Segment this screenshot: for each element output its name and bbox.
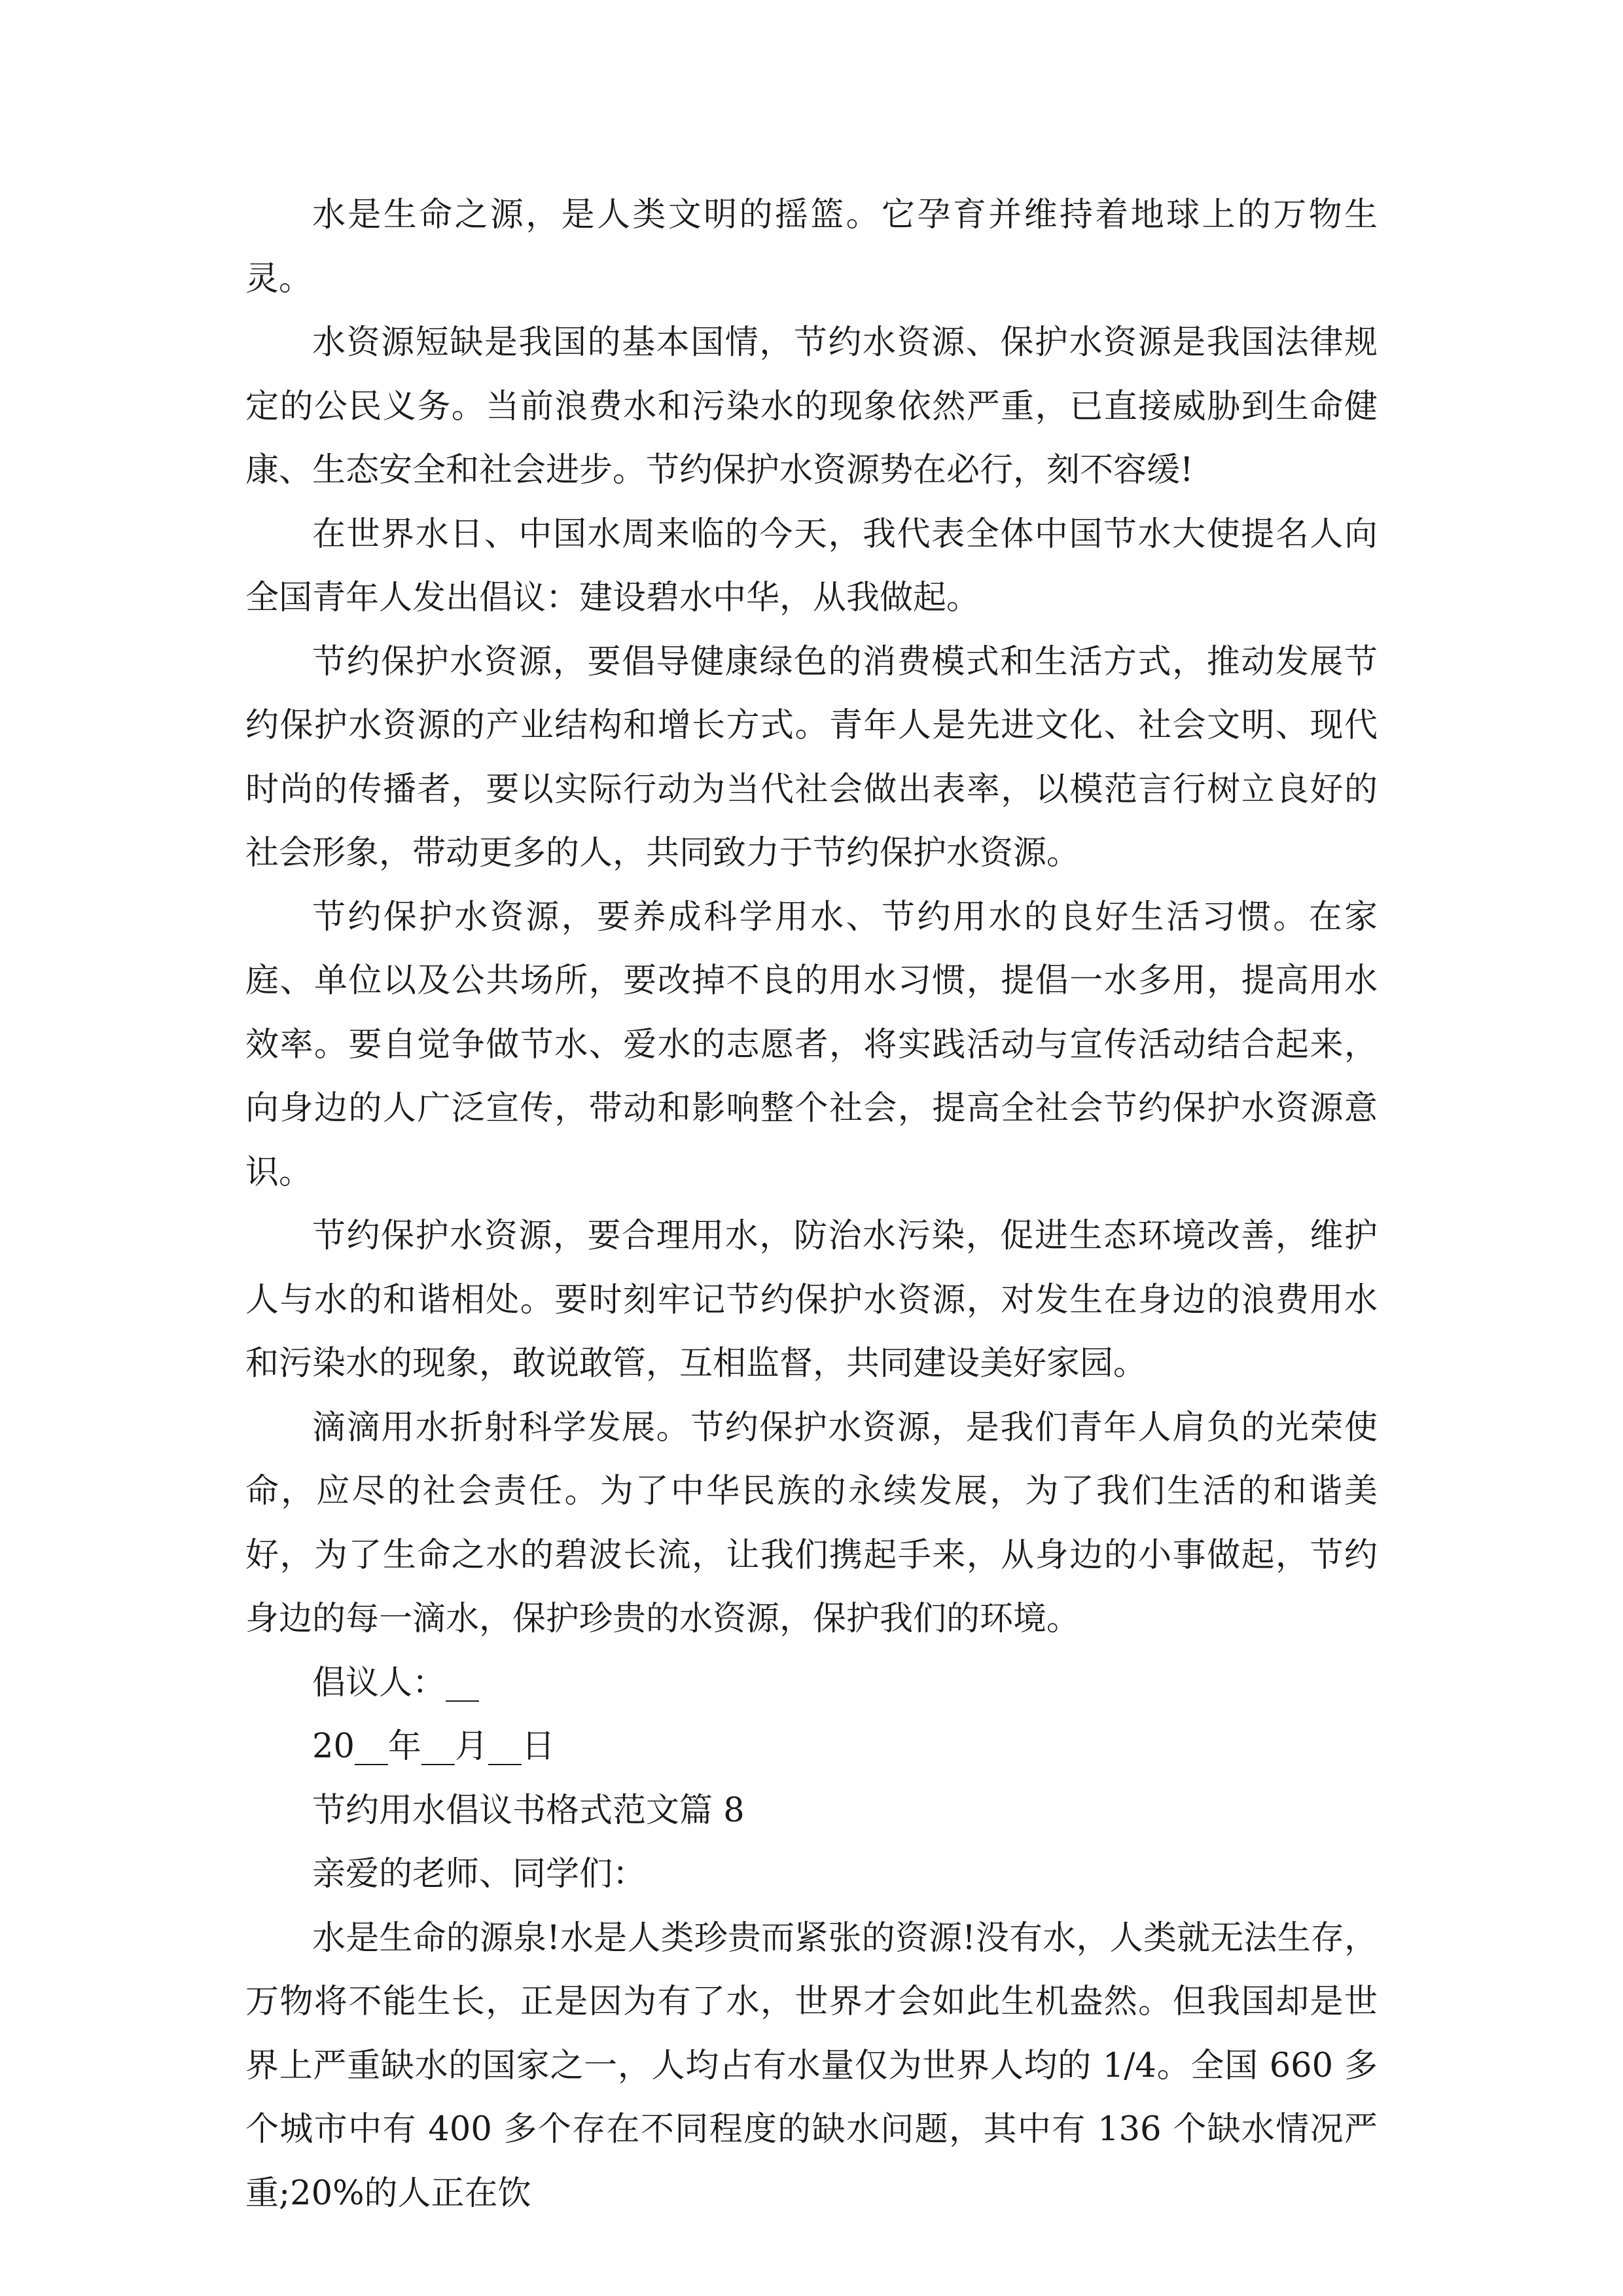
paragraph-world-water-day: 在世界水日、中国水周来临的今天，我代表全体中国节水大使提名人向全国青年人发出倡议：建设碧水中华，从我做起。 [245, 514, 1378, 617]
paragraph-mission: 滴滴用水折射科学发展。节约保护水资源，是我们青年人肩负的光荣使命，应尽的社会责任。为了中华民族的永续发展，为了我们生活的和谐美好，为了生命之水的碧波长流，让我们携起手来，从身边的小事做起，节约身边的每一滴水，保护珍贵的水资源，保护我们的环境。 [245, 1408, 1378, 1638]
document-page [245, 183, 1378, 2225]
paragraph-water-source-of-life: 水是生命之源，是人类文明的摇篮。它孕育并维持着地球上的万物生灵。 [245, 196, 1378, 298]
paragraph-reasonable-use: 节约保护水资源，要合理用水，防治水污染，促进生态环境改善，维护人与水的和谐相处。要时刻牢记节约保护水资源，对发生在身边的浪费用水和污染水的现象，敢说敢管，互相监督，共同建设美好家园。 [245, 1217, 1378, 1383]
paragraph-consumption-mode: 节约保护水资源，要倡导健康绿色的消费模式和生活方式，推动发展节约保护水资源的产业结构和增长方式。青年人是先进文化、社会文明、现代时尚的传播者，要以实际行动为当代社会做出表率，以模范言行树立良好的社会形象，带动更多的人，共同致力于节约保护水资源。 [245, 642, 1378, 872]
initiator-line: 倡议人：__ [312, 1663, 480, 1702]
paragraph-good-habits: 节约保护水资源，要养成科学用水、节约用水的良好生活习惯。在家庭、单位以及公共场所，要改掉不良的用水习惯，提倡一水多用，提高用水效率。要自觉争做节水、爱水的志愿者，将实践活动与宣传活动结合起来，向身边的人广泛宣传，带动和影响整个社会，提高全社会节约保护水资源意识。 [245, 897, 1378, 1192]
paragraph-water-is-precious: 水是生命的源泉!水是人类珍贵而紧张的资源!没有水，人类就无法生存，万物将不能生长，正是因为有了水，世界才会如此生机盎然。但我国却是世界上严重缺水的国家之一，人均占有水量仅为世界人均的 1/4。全国 660 多个城市中有 400 多个存在不同程度的缺水问题，其中有 136 个缺水情况严重;20%的人正在饮 [245, 1918, 1378, 2213]
paragraph-water-shortage: 水资源短缺是我国的基本国情，节约水资源、保护水资源是我国法律规定的公民义务。当前浪费水和污染水的现象依然严重，已直接威胁到生命健康、生态安全和社会进步。节约保护水资源势在必行，刻不容缓! [245, 323, 1378, 490]
date-line: 20__年__月__日 [312, 1727, 555, 1766]
greeting: 亲爱的老师、同学们： [312, 1855, 647, 1893]
section-title: 节约用水倡议书格式范文篇 8 [312, 1791, 745, 1830]
